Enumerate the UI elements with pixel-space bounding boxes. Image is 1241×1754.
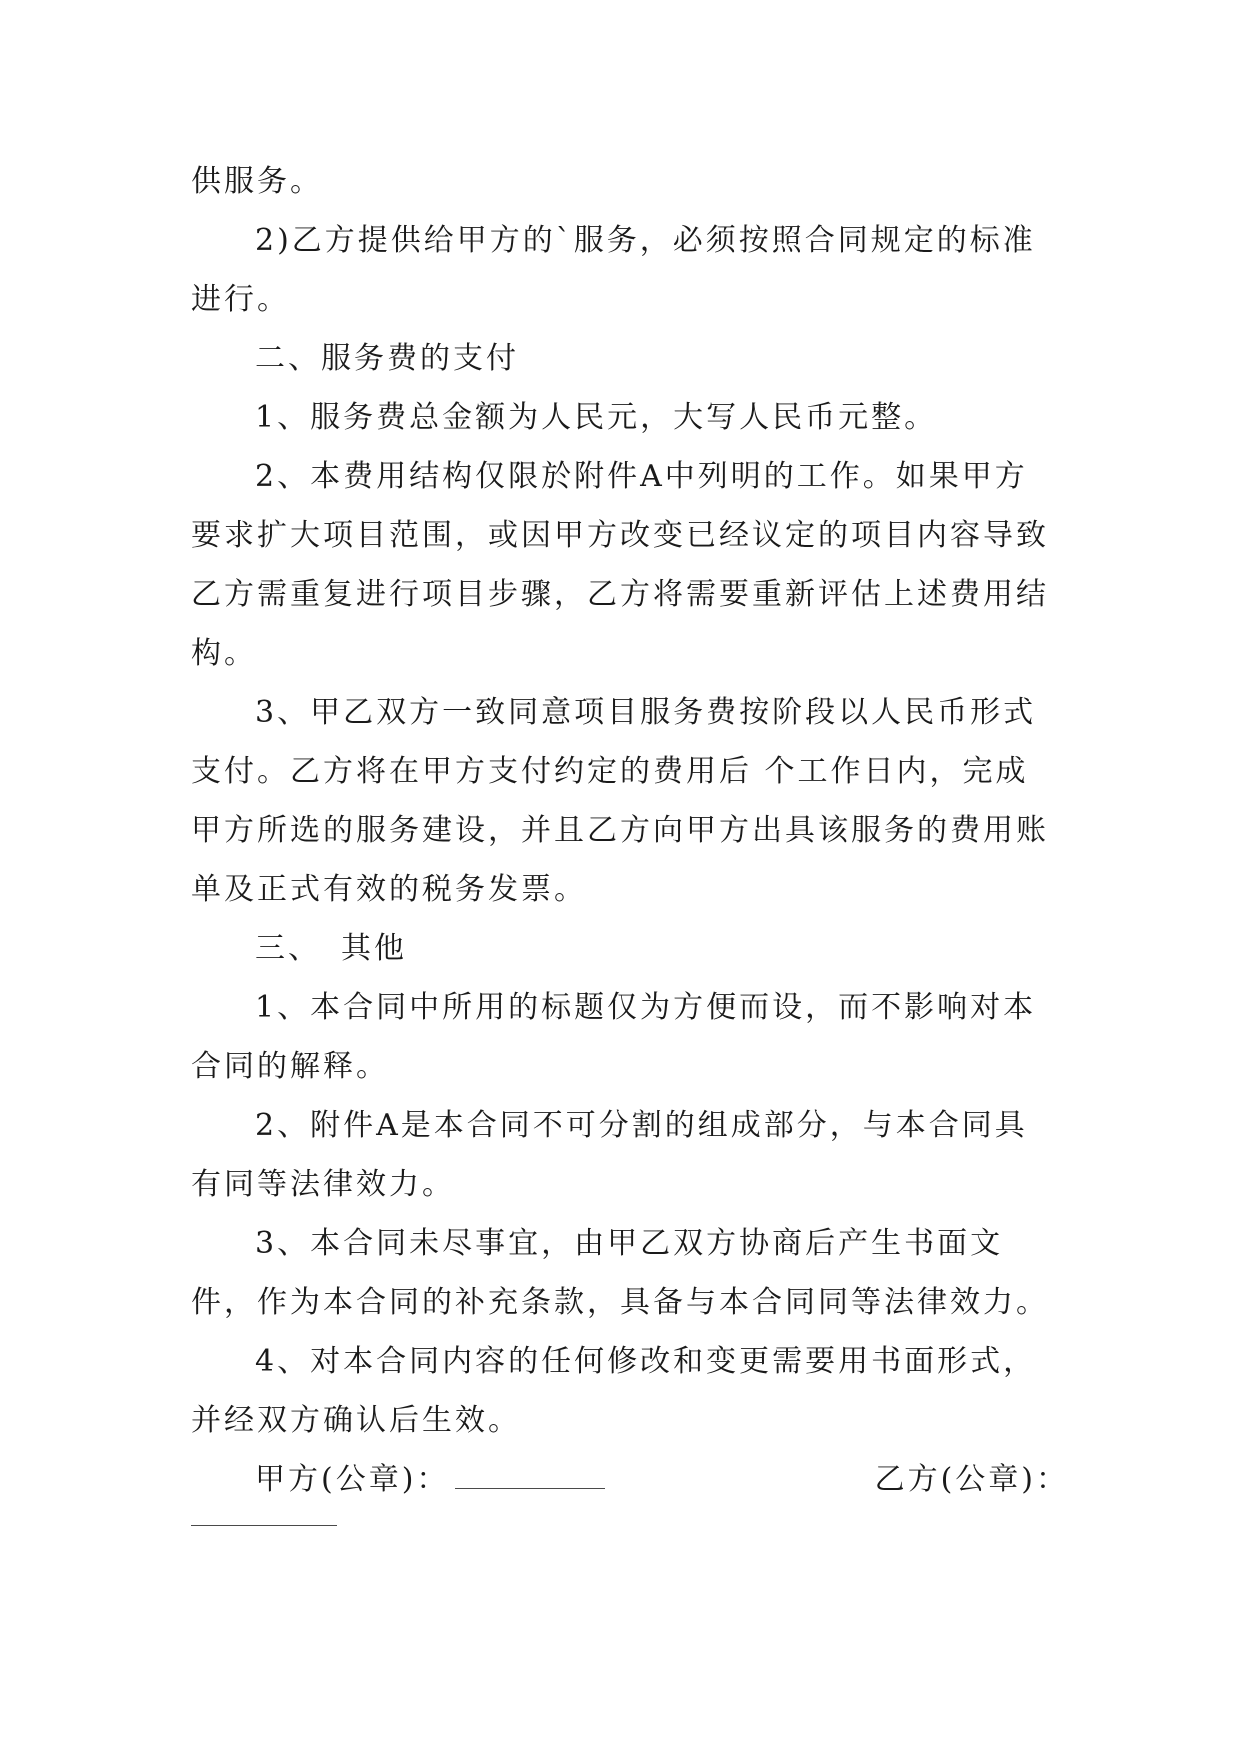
paragraph-titles-clause: 1、本合同中所用的标题仅为方便而设，而不影响对本合同的解释。 (191, 990, 1037, 1084)
signature-row (191, 1450, 1069, 1509)
paragraph-annex-clause: 2、附件A是本合同不可分割的组成部分，与本合同具有同等法律效力。 (191, 1108, 1028, 1202)
section-heading-other (191, 919, 1051, 978)
signature-party-b-blank (191, 1525, 337, 1526)
paragraph-service-end: 供服务。 (191, 164, 323, 199)
paragraph-supplement-clause: 3、本合同未尽事宜，由甲乙双方协商后产生书面文件，作为本合同的补充条款，具备与本合同同等法律效力。 (191, 1226, 1049, 1320)
contract-body (191, 152, 1069, 1509)
signature-party-a-label: 甲方(公章)： (255, 1462, 450, 1497)
signature-party-a-blank (455, 1486, 605, 1489)
signature-party-a (255, 1450, 605, 1509)
paragraph-service-standard: 2)乙方提供给甲方的`服务，必须按照合同规定的标准进行。 (191, 223, 1036, 317)
paragraph-fee-total: 1、服务费总金额为人民元，大写人民币元整。 (255, 400, 938, 435)
paragraph-amendment-clause: 4、对本合同内容的任何修改和变更需要用书面形式，并经双方确认后生效。 (191, 1344, 1037, 1438)
signature-party-b-label: 乙方(公章)： (874, 1462, 1069, 1497)
section-heading-other-number: 三、 (255, 931, 321, 966)
paragraph-fee-payment-stages: 3、甲乙双方一致同意项目服务费按阶段以人民币形式支付。乙方将在甲方支付约定的费用后 个工作日内，完成甲方所选的服务建设，并且乙方向甲方出具该服务的费用账单及正式有效的税务发票。 (191, 695, 1049, 907)
section-heading-payment: 二、服务费的支付 (255, 341, 519, 376)
section-heading-other-title: 其他 (341, 931, 407, 966)
paragraph-fee-structure: 2、本费用结构仅限於附件A中列明的工作。如果甲方要求扩大项目范围，或因甲方改变已经议定的项目内容导致乙方需重复进行项目步骤，乙方将需要重新评估上述费用结构。 (191, 459, 1049, 671)
